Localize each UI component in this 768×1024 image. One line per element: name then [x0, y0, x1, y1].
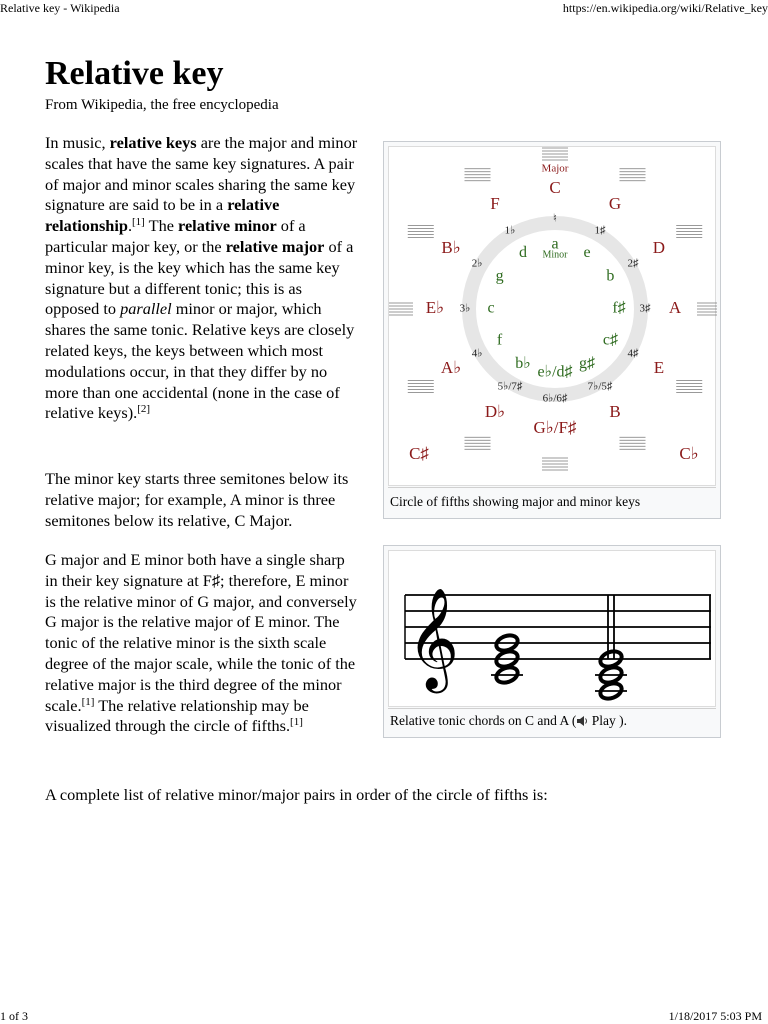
key-signature-staff: [620, 437, 646, 449]
key-signature-staff: [676, 381, 702, 393]
relative-chords-image[interactable]: [388, 550, 716, 707]
major-key-label: F: [490, 193, 500, 213]
print-header-title: Relative key - Wikipedia: [0, 1, 120, 15]
print-footer-datetime: 1/18/2017 5:03 PM: [668, 1009, 762, 1023]
major-key-label: D: [652, 237, 666, 257]
minor-key-label: c: [487, 299, 495, 317]
circle-of-fifths-figure: [383, 141, 721, 519]
pairs-list-intro: A complete list of relative minor/major pairs in order of the circle of fifths is:: [45, 785, 548, 804]
accidental-count-label: 4♯: [627, 347, 639, 360]
reference-link[interactable]: [1]: [290, 716, 303, 729]
accidental-count-label: 2♯: [627, 257, 639, 270]
accidental-count-label: 1♭: [504, 224, 516, 237]
reference-link[interactable]: [1]: [132, 216, 145, 229]
figure-caption: Relative tonic chords on C and A ( Play ).: [390, 713, 627, 728]
g-major-paragraph: G major and E minor both have a single sharp in their key signature at F♯; therefore, E minor is the relative minor of G major, and conversely G major is the relative major of E minor. The tonic of the relative minor is the sixth scale degree of the major scale, while the tonic of the relative major is the third degree of the minor scale.[1] The relative relationship may be visualized through the circle of fifths.[1]: [45, 550, 357, 736]
major-key-label: E: [653, 357, 665, 377]
accidental-count-label: 3♭: [459, 302, 471, 315]
print-footer-page: 1 of 3: [0, 1009, 28, 1023]
accidental-count-label: 1♯: [594, 224, 606, 237]
major-key-label: G: [608, 193, 622, 213]
play-audio-link[interactable]: Play: [588, 713, 616, 728]
page-title: Relative key: [45, 55, 224, 92]
key-signature-staff: [408, 226, 434, 238]
major-key-label: C: [549, 177, 561, 197]
circle-of-fifths-image[interactable]: [388, 146, 716, 486]
major-key-label: C♭: [679, 443, 699, 463]
a-minor-chord: [595, 649, 627, 702]
key-signature-staff: [542, 458, 568, 470]
major-label: Major: [541, 162, 569, 175]
key-signature-staff: [465, 437, 491, 449]
minor-key-label: d: [519, 244, 527, 262]
intro-paragraph: In music, relative keys are the major and minor scales that have the same key signatures. A pair of major and minor scales sharing the same key signature are said to be in a relative relationship.[1] The relative minor of a particular major key, or the relative major of a minor key, is the key which has the same key signature but a different tonic; this is as opposed to parallel minor or major, which shares the same tonic. Relative keys are closely related keys, the keys between which most modulations occur, in that they differ by no more than one accidental (none in the case of relative keys).[2]: [45, 133, 358, 423]
major-key-label: B♭: [441, 237, 461, 257]
minor-key-label: b♭: [515, 355, 531, 373]
major-key-label: B: [609, 401, 621, 421]
minor-label: Minor: [542, 249, 568, 261]
accidental-count-label: ♮: [553, 212, 557, 225]
staff-notation: [389, 551, 717, 706]
major-key-label: A♭: [440, 357, 462, 377]
semitones-paragraph: The minor key starts three semitones below its relative major; for example, A minor is three semitones below its relative, C Major.: [45, 469, 349, 530]
minor-key-label: a: [551, 235, 559, 253]
page-tagline: From Wikipedia, the free encyclopedia: [45, 97, 279, 113]
key-signature-staff: [465, 169, 491, 181]
reference-link[interactable]: [2]: [137, 403, 151, 416]
minor-key-label: e♭/d♯: [537, 363, 573, 381]
key-signature-staff: [408, 381, 434, 393]
major-key-label: C♯: [409, 443, 429, 463]
accidental-count-label: 7♭/5♯: [587, 380, 613, 393]
key-signature-staff: [676, 226, 702, 238]
minor-key-label: c♯: [602, 331, 618, 349]
speaker-icon[interactable]: [576, 715, 588, 727]
accidental-count-label: 6♭/6♯: [542, 392, 568, 405]
key-signature-staff: [620, 169, 646, 181]
major-key-label: A: [668, 297, 682, 317]
minor-key-label: f♯: [612, 299, 626, 317]
major-key-label: E♭: [425, 297, 445, 317]
accidental-count-label: 3♯: [639, 302, 651, 315]
major-key-label: G♭/F♯: [533, 417, 577, 437]
accidental-count-label: 5♭/7♯: [497, 380, 523, 393]
minor-key-label: b: [606, 267, 615, 285]
circle-of-fifths-diagram: [389, 147, 717, 485]
key-signature-staff: [697, 303, 717, 315]
major-key-label: D♭: [484, 401, 506, 421]
reference-link[interactable]: [1]: [81, 695, 95, 708]
minor-key-label: e: [583, 244, 591, 262]
minor-key-label: f: [496, 331, 503, 349]
print-header-url[interactable]: https://en.wikipedia.org/wiki/Relative_key: [562, 1, 768, 15]
minor-key-label: g: [495, 267, 504, 285]
minor-key-label: g♯: [579, 355, 595, 373]
relative-chords-figure: [383, 545, 721, 738]
accidental-count-label: 4♭: [471, 347, 483, 360]
figure-caption: Circle of fifths showing major and minor keys: [390, 494, 641, 509]
treble-clef-icon: 𝄞: [407, 586, 460, 689]
key-signature-staff: [542, 148, 568, 160]
key-signature-staff: [389, 303, 413, 315]
accidental-count-label: 2♭: [471, 257, 483, 270]
